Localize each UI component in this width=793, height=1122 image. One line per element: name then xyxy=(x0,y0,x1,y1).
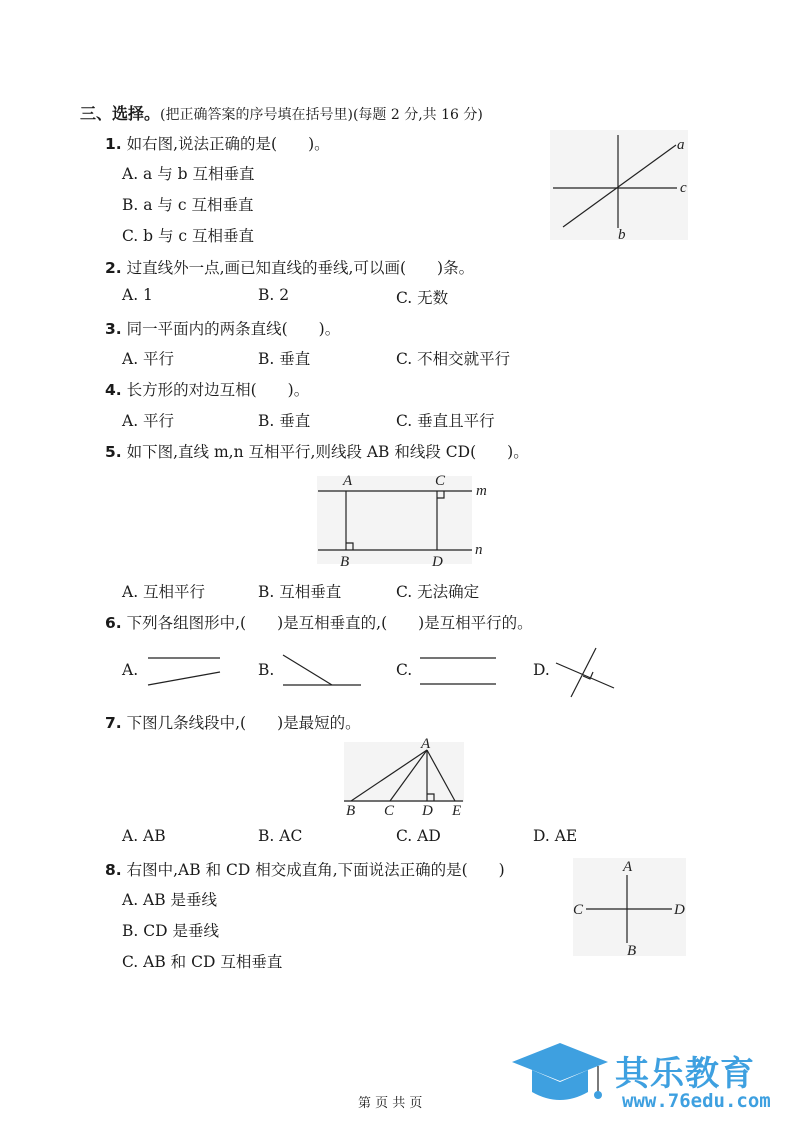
question-number: 7. xyxy=(105,714,122,732)
question-stem: 右图中,AB 和 CD 相交成直角,下面说法正确的是( ) xyxy=(126,861,505,879)
q3-option-c: C. 不相交就平行 xyxy=(396,350,511,368)
question-3 xyxy=(105,317,340,339)
question-4 xyxy=(105,378,309,400)
q4-option-b: B. 垂直 xyxy=(258,412,311,430)
question-stem: 过直线外一点,画已知直线的垂线,可以画( )条。 xyxy=(126,259,475,277)
q7-option-c: C. AD xyxy=(396,827,441,845)
label-m: m xyxy=(476,483,487,499)
label-A: A xyxy=(623,859,633,875)
label-E: E xyxy=(452,803,462,819)
section-heading xyxy=(80,101,483,124)
q6-option-a: A. xyxy=(122,661,139,679)
question-number: 4. xyxy=(105,381,122,399)
label-c: c xyxy=(680,180,687,196)
figure-background xyxy=(317,476,472,564)
question-5 xyxy=(105,440,529,462)
question-number: 5. xyxy=(105,443,122,461)
label-a: a xyxy=(677,137,685,153)
label-n: n xyxy=(475,542,483,558)
q2-option-b: B. 2 xyxy=(258,286,290,304)
label-C: C xyxy=(384,803,395,819)
figure-background xyxy=(550,130,688,240)
q6-figure-b xyxy=(280,650,365,690)
label-C: C xyxy=(435,473,446,489)
q6-option-b: B. xyxy=(258,661,275,679)
question-number: 1. xyxy=(105,135,122,153)
q6-figure-c xyxy=(418,650,500,690)
question-stem: 同一平面内的两条直线( )。 xyxy=(126,320,341,338)
q7-figure xyxy=(342,738,467,820)
q1-option-b: B. a 与 c 互相垂直 xyxy=(122,196,254,214)
page-footer: 第 页 共 页 xyxy=(358,1096,423,1111)
question-7 xyxy=(105,711,361,733)
question-2 xyxy=(105,256,474,278)
q5-option-c: C. 无法确定 xyxy=(396,583,480,601)
section-title: 三、选择。 xyxy=(80,104,161,123)
label-D: D xyxy=(674,902,685,918)
q6-option-c: C. xyxy=(396,661,413,679)
q8-option-b: B. CD 是垂线 xyxy=(122,922,219,940)
label-B: B xyxy=(627,943,637,959)
q8-figure xyxy=(570,855,690,960)
question-1 xyxy=(105,132,330,154)
q4-option-c: C. 垂直且平行 xyxy=(396,412,495,430)
label-D: D xyxy=(432,554,443,570)
q7-option-a: A. AB xyxy=(122,827,166,845)
q3-option-b: B. 垂直 xyxy=(258,350,311,368)
q6-option-d: D. xyxy=(533,661,550,679)
brand-url: www.76edu.com xyxy=(622,1090,771,1112)
label-A: A xyxy=(343,473,353,489)
label-B: B xyxy=(346,803,356,819)
question-number: 2. xyxy=(105,259,122,277)
q6-figure-d xyxy=(553,645,618,700)
question-number: 6. xyxy=(105,614,122,632)
q7-option-d: D. AE xyxy=(533,827,578,845)
label-b: b xyxy=(618,227,626,243)
question-stem: 如下图,直线 m,n 互相平行,则线段 AB 和线段 CD( )。 xyxy=(126,443,529,461)
question-6 xyxy=(105,611,533,633)
question-number: 3. xyxy=(105,320,122,338)
q3-option-a: A. 平行 xyxy=(122,350,175,368)
question-8 xyxy=(105,858,505,880)
q6-figure-a xyxy=(145,650,225,690)
question-stem: 下列各组图形中,( )是互相垂直的,( )是互相平行的。 xyxy=(126,614,533,632)
label-B: B xyxy=(340,554,350,570)
question-stem: 下图几条线段中,( )是最短的。 xyxy=(126,714,361,732)
graduation-cap-icon xyxy=(510,1040,610,1115)
question-stem: 如右图,说法正确的是( )。 xyxy=(126,135,330,153)
q2-option-a: A. 1 xyxy=(122,286,153,304)
q5-option-b: B. 互相垂直 xyxy=(258,583,342,601)
q5-option-a: A. 互相平行 xyxy=(122,583,206,601)
section-note: (把正确答案的序号填在括号里)(每题 2 分,共 16 分) xyxy=(160,107,483,123)
q8-option-c: C. AB 和 CD 互相垂直 xyxy=(122,953,283,971)
q1-option-c: C. b 与 c 互相垂直 xyxy=(122,227,255,245)
q1-figure xyxy=(550,130,690,242)
question-number: 8. xyxy=(105,861,122,879)
label-D: D xyxy=(422,803,433,819)
q4-option-a: A. 平行 xyxy=(122,412,175,430)
q5-figure xyxy=(315,470,495,570)
question-stem: 长方形的对边互相( )。 xyxy=(126,381,310,399)
q8-option-a: A. AB 是垂线 xyxy=(122,891,218,909)
label-A: A xyxy=(421,736,431,752)
label-C: C xyxy=(573,902,584,918)
q1-option-a: A. a 与 b 互相垂直 xyxy=(122,165,255,183)
q7-option-b: B. AC xyxy=(258,827,303,845)
q2-option-c: C. 无数 xyxy=(396,289,449,307)
brand-name: 其乐教育 xyxy=(615,1054,755,1094)
